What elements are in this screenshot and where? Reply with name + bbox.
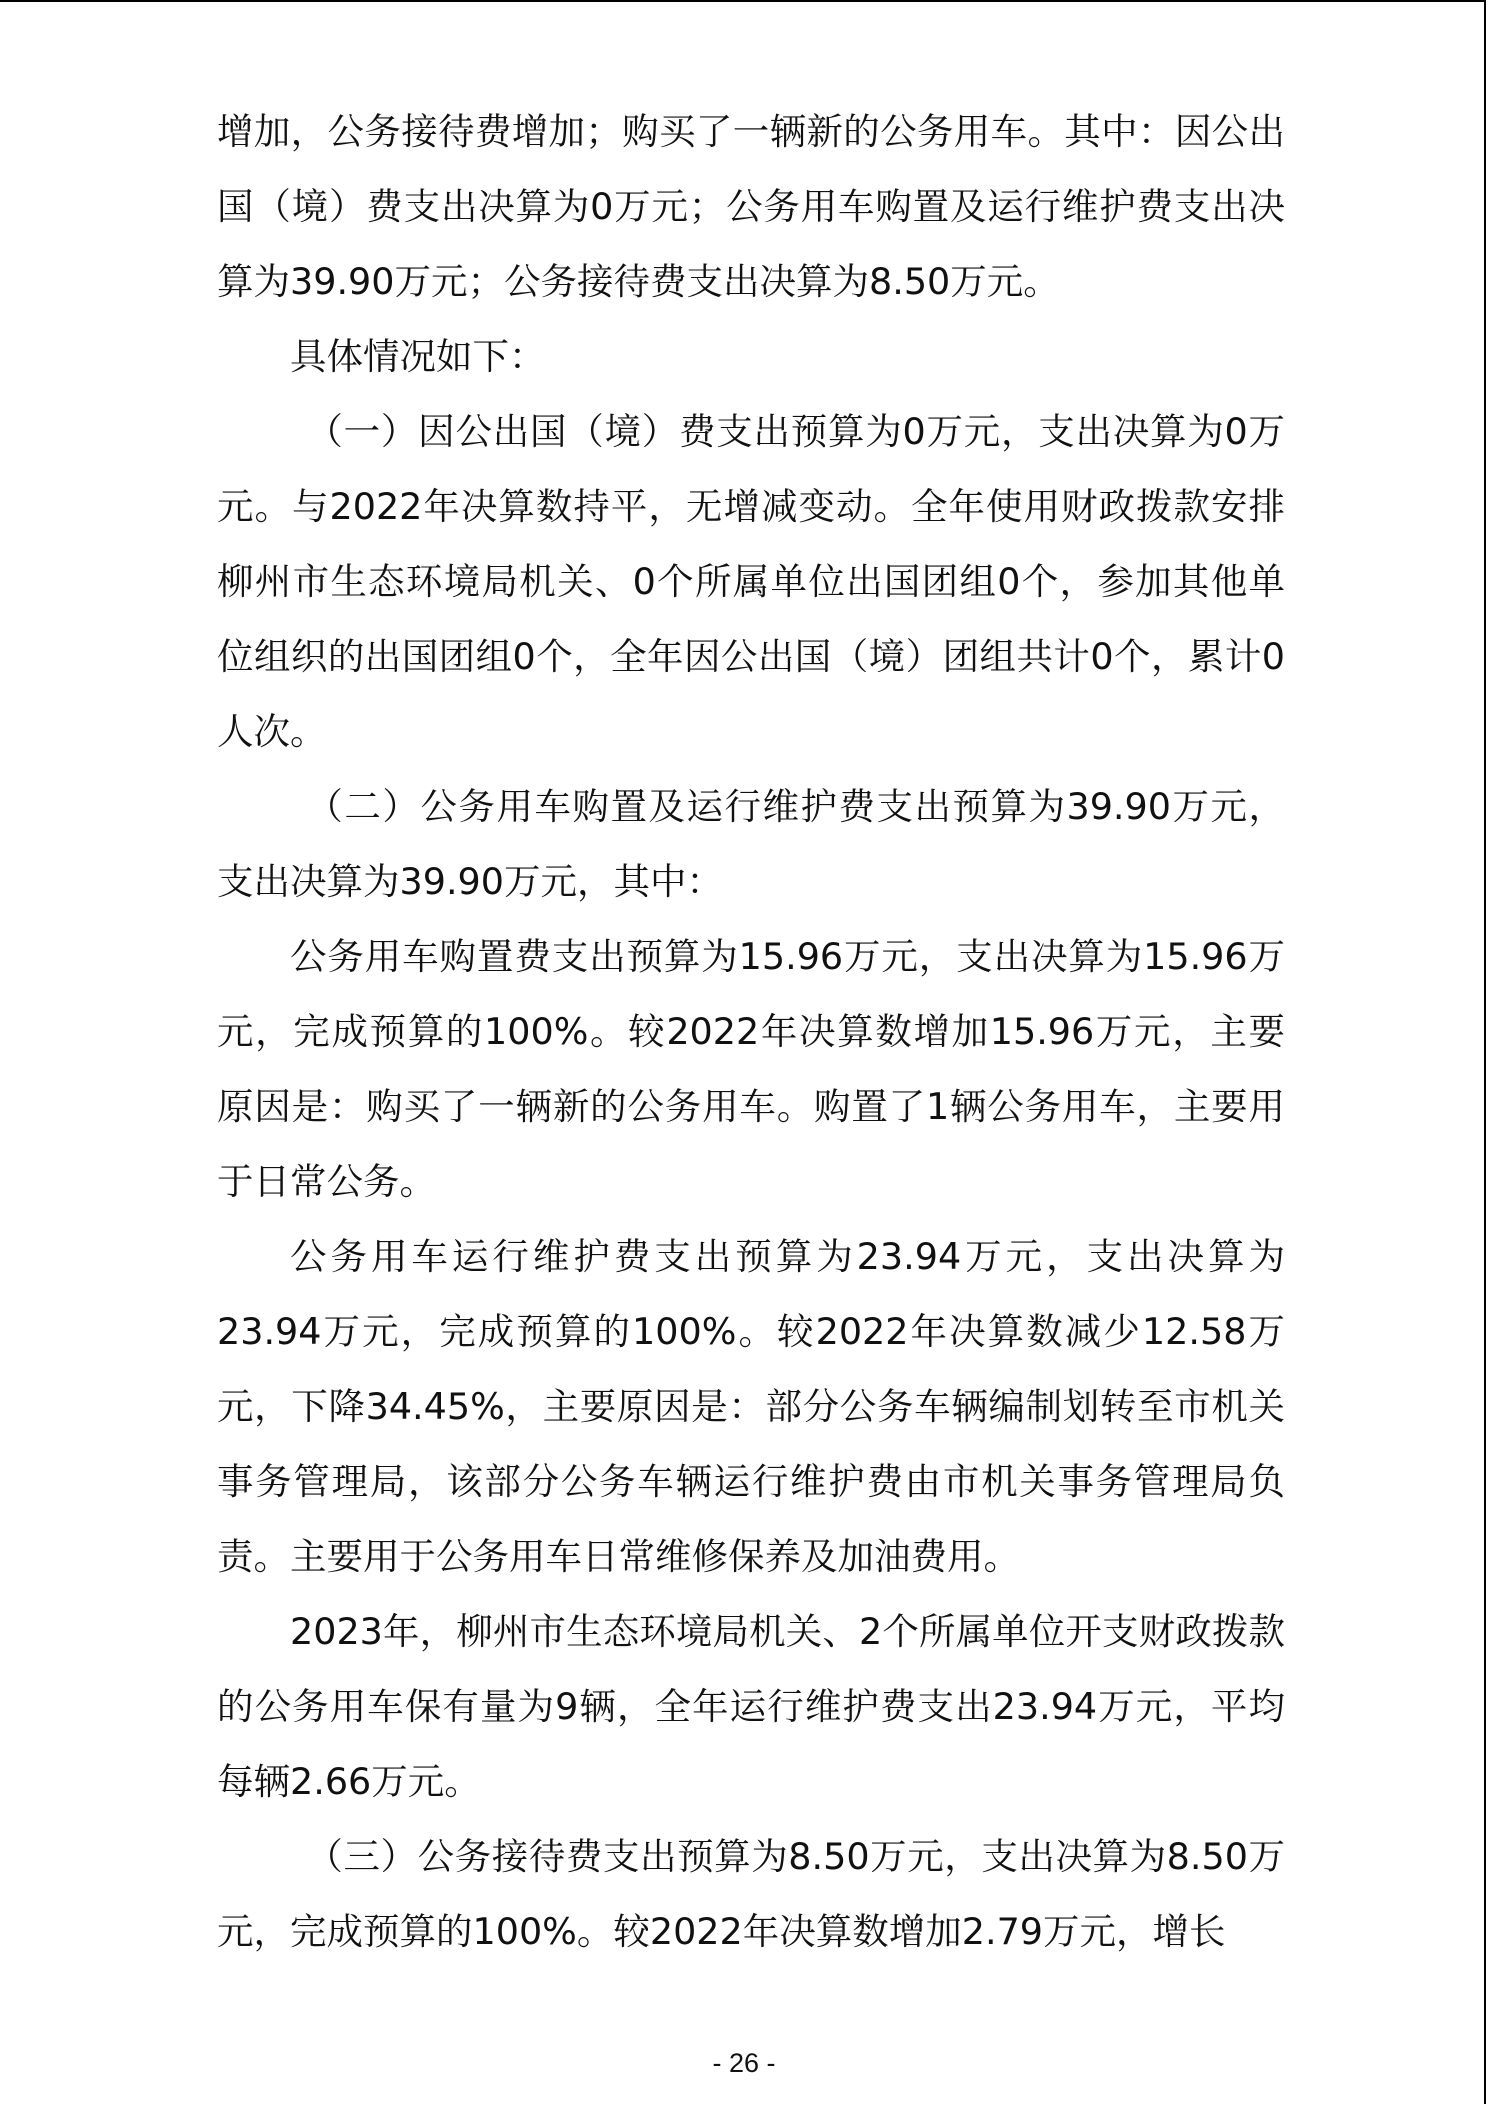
paragraph-vehicle-maintenance: 公务用车运行维护费支出预算为23.94万元，支出决算为23.94万元，完成预算的100%。较2022年决算数减少12.58万元，下降34.45%，主要原因是：部分公务车辆编制划转至市机关事务管理局，该部分公务车辆运行维护费由市机关事务管理局负责。主要用于公务用车日常维修保养及加油费用。 — [217, 1235, 1285, 1578]
paragraph-summary: 增加，公务接待费增加；购买了一辆新的公务用车。其中：因公出国（境）费支出决算为0万元；公务用车购置及运行维护费支出决算为39.90万元；公务接待费支出决算为8.50万元。 — [217, 110, 1285, 303]
page-number: - 26 - — [712, 2048, 776, 2078]
paragraph-overseas-travel: （一）因公出国（境）费支出预算为0万元，支出决算为0万元。与2022年决算数持平，无增减变动。全年使用财政拨款安排柳州市生态环境局机关、0个所属单位出国团组0个，参加其他单位组织的出国团组0个，全年因公出国（境）团组共计0个，累计0人次。 — [217, 410, 1285, 753]
paragraph-details-intro: 具体情况如下： — [290, 335, 546, 378]
paragraph-vehicle-total: （二）公务用车购置及运行维护费支出预算为39.90万元，支出决算为39.90万元，其中： — [217, 785, 1285, 903]
paragraph-vehicle-holdings: 2023年，柳州市生态环境局机关、2个所属单位开支财政拨款的公务用车保有量为9辆，全年运行维护费支出23.94万元，平均每辆2.66万元。 — [217, 1610, 1285, 1803]
paragraph-reception: （三）公务接待费支出预算为8.50万元，支出决算为8.50万元，完成预算的100%。较2022年决算数增加2.79万元，增长 — [217, 1835, 1285, 1953]
body-text — [217, 94, 1285, 1969]
paragraph-vehicle-purchase: 公务用车购置费支出预算为15.96万元，支出决算为15.96万元，完成预算的100%。较2022年决算数增加15.96万元，主要原因是：购买了一辆新的公务用车。购置了1辆公务用车，主要用于日常公务。 — [217, 935, 1285, 1203]
